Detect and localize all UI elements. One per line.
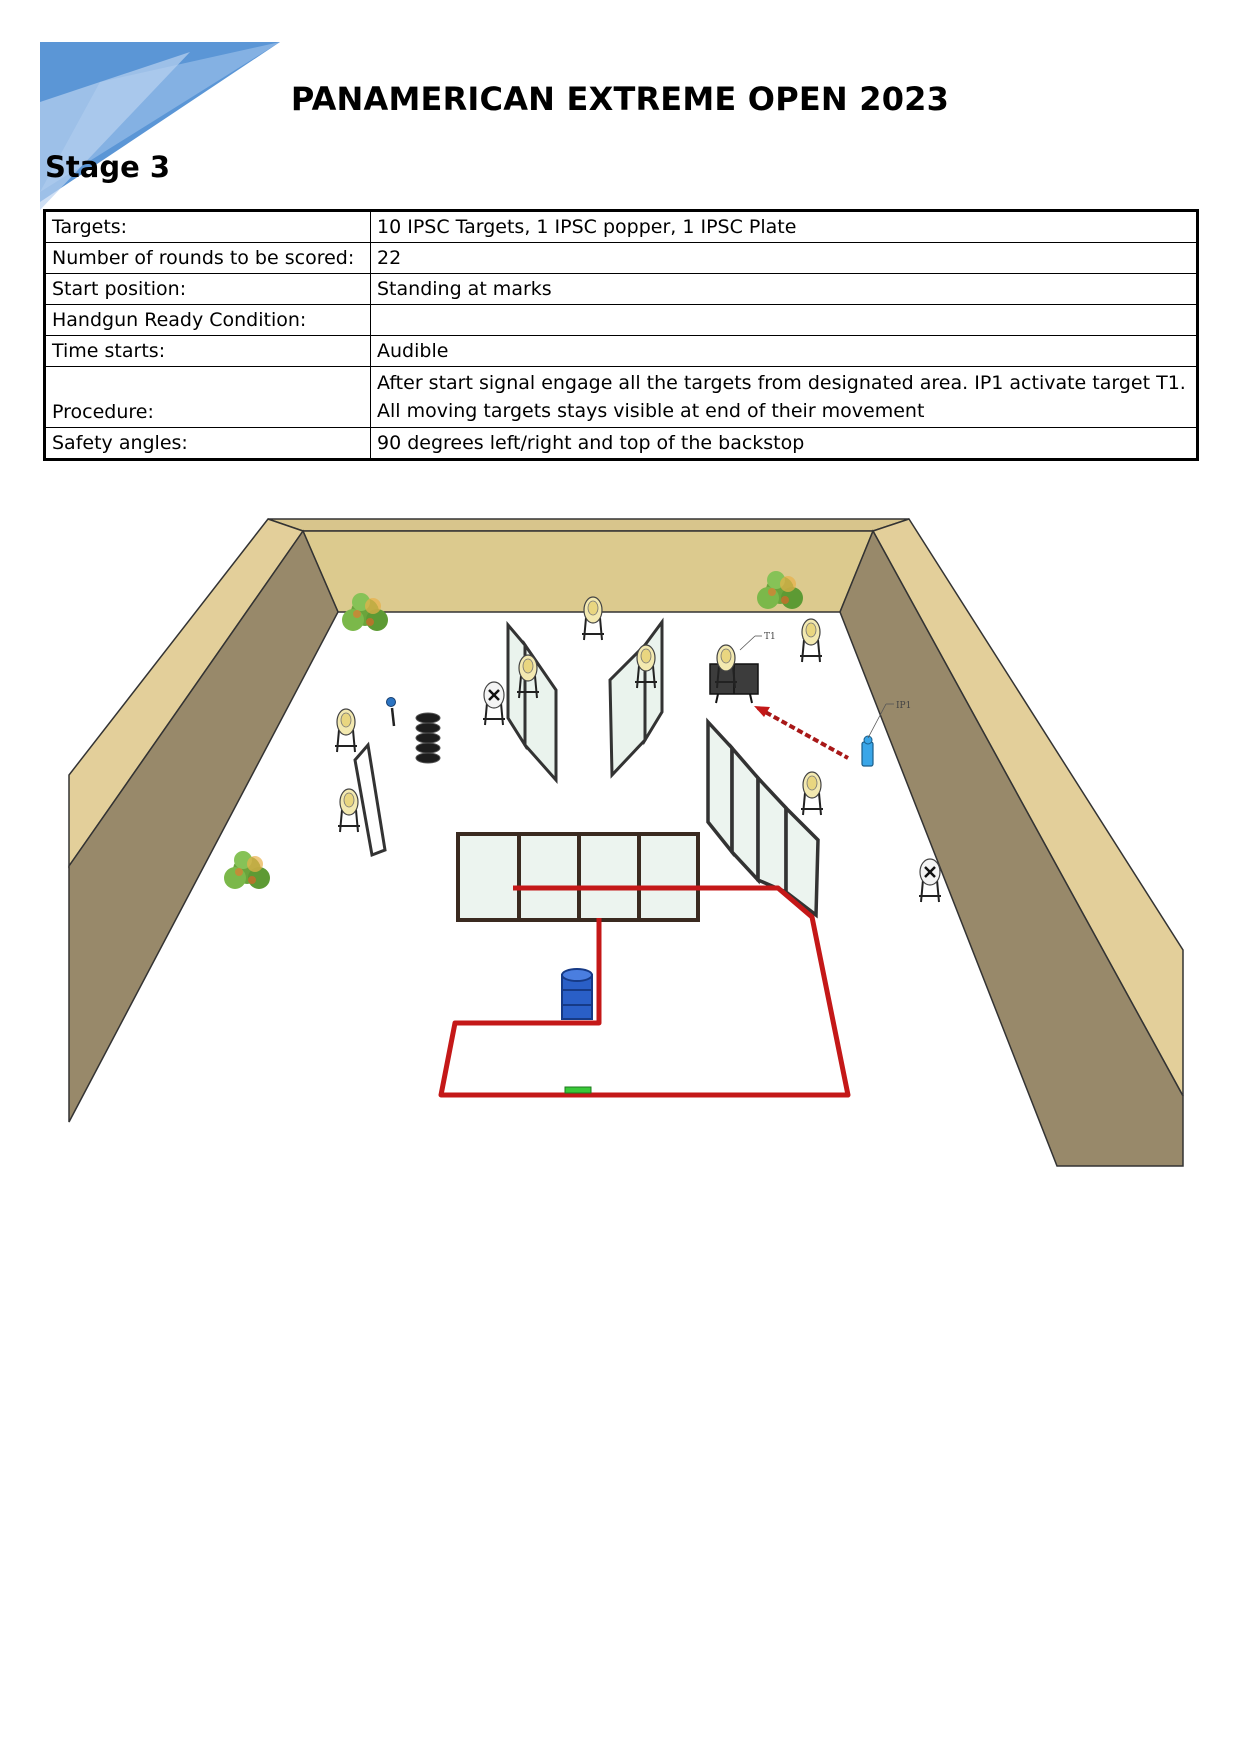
table-row	[45, 243, 1198, 274]
stage-briefing-table	[43, 209, 1199, 461]
t1-leader	[740, 636, 755, 650]
ipsc-target-icon	[801, 772, 823, 815]
row-value: Audible	[371, 336, 1198, 367]
ipsc-target-icon	[338, 789, 360, 832]
bush-icon	[224, 851, 270, 889]
popper-icon	[387, 698, 396, 727]
row-value: After start signal engage all the targets from designated area. IP1 activate target T1. All moving targets stays visible at end of their movement	[371, 367, 1198, 428]
row-value: 22	[371, 243, 1198, 274]
table-row	[45, 274, 1198, 305]
ipsc-target-icon	[715, 645, 737, 688]
row-label: Start position:	[45, 274, 371, 305]
barricade-left-pair	[508, 622, 662, 780]
document-title	[0, 80, 1240, 118]
start-mark	[565, 1087, 591, 1093]
ipsc-target-icon	[635, 645, 657, 688]
corner-decoration	[40, 42, 280, 212]
row-value: Standing at marks	[371, 274, 1198, 305]
row-label: Safety angles:	[45, 428, 371, 460]
ipsc-target-icon	[800, 619, 822, 662]
table-row	[45, 336, 1198, 367]
ip1-label: IP1	[896, 701, 912, 711]
ipsc-target-icon	[335, 709, 357, 752]
activator-ip1	[862, 736, 873, 766]
activation-cable	[758, 708, 848, 758]
t1-label: T1	[764, 632, 776, 642]
ipsc-target-icon	[517, 655, 539, 698]
table-row	[45, 305, 1198, 336]
ipsc-target-icon	[582, 597, 604, 640]
row-label: Number of rounds to be scored:	[45, 243, 371, 274]
row-label: Time starts:	[45, 336, 371, 367]
back-wall-top	[268, 519, 909, 531]
table-row	[45, 211, 1198, 243]
noshoot-target-icon	[483, 682, 505, 725]
noshoot-target-icon	[919, 859, 941, 902]
tire-stack-icon	[416, 713, 440, 763]
barricade-left-side	[355, 745, 385, 855]
barrel-icon	[562, 969, 592, 1019]
row-value	[371, 305, 1198, 336]
document-title-text: PANAMERICAN EXTREME OPEN 2023	[290, 80, 950, 118]
right-wall	[840, 531, 1183, 1166]
table-row	[45, 428, 1198, 460]
row-label: Procedure:	[45, 367, 371, 428]
stage-diagram	[0, 500, 1240, 1200]
barricade-front	[458, 834, 698, 920]
row-value: 90 degrees left/right and top of the backstop	[371, 428, 1198, 460]
row-label: Handgun Ready Condition:	[45, 305, 371, 336]
row-value: 10 IPSC Targets, 1 IPSC popper, 1 IPSC Plate	[371, 211, 1198, 243]
row-label: Targets:	[45, 211, 371, 243]
table-row	[45, 367, 1198, 428]
stage-title: Stage 3	[45, 150, 171, 184]
